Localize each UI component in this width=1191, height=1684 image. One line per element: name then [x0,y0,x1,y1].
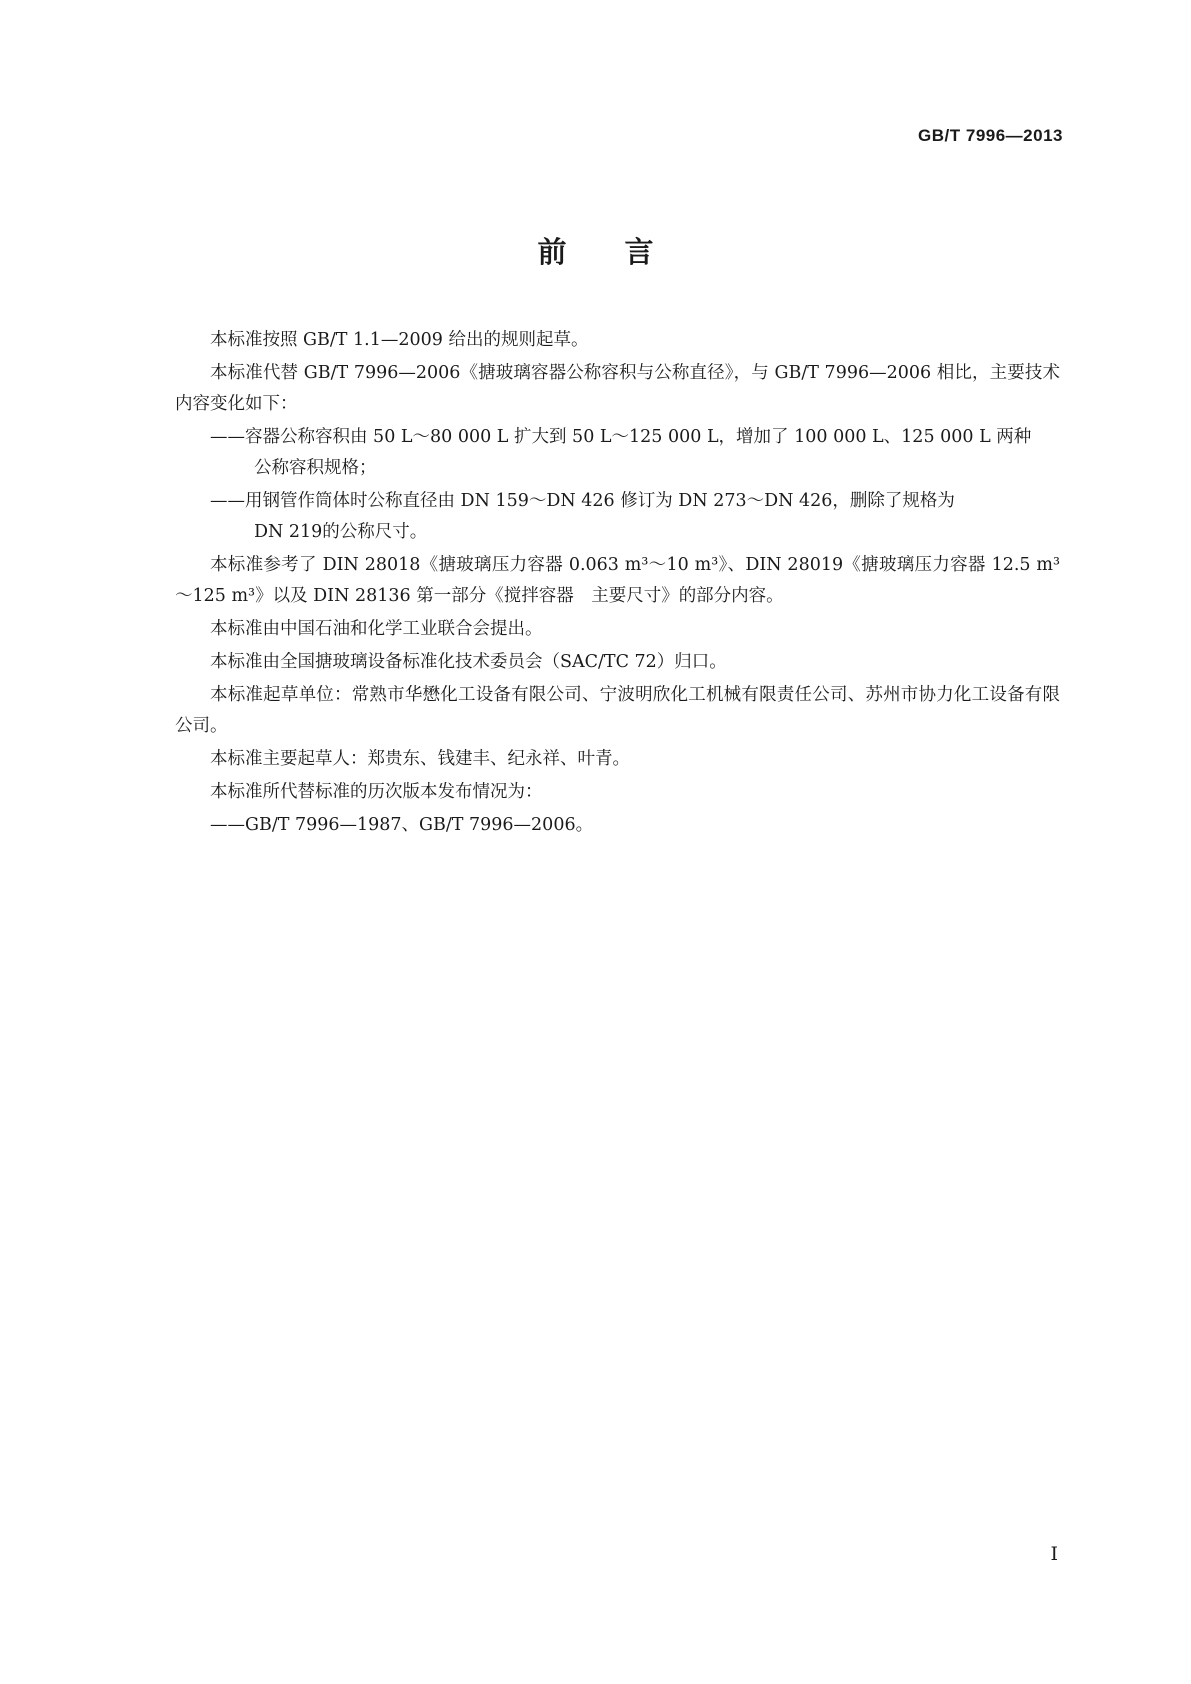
paragraph-replaces: 本标准代替 GB/T 7996—2006《搪玻璃容器公称容积与公称直径》，与 GB/T 7996—2006 相比，主要技术内容变化如下： [175,363,1060,414]
paragraph-drafting-rules: 本标准按照 GB/T 1.1—2009 给出的规则起草。 [210,330,589,350]
list-item-line: ——容器公称容积由 50 L～80 000 L 扩大到 50 L～125 000 L，增加了 100 000 L、125 000 L 两种 [210,427,1032,447]
paragraph-history-intro: 本标准所代替标准的历次版本发布情况为： [210,782,543,802]
standard-number: GB/T 7996—2013 [918,126,1063,145]
list-item-line: ——GB/T 7996—1987、GB/T 7996—2006。 [210,815,594,835]
list-item-line: ——用钢管作筒体时公称直径由 DN 159～DN 426 修订为 DN 273～DN 426，删除了规格为 [210,491,955,511]
list-item-capacity [175,422,1060,484]
page-number: I [1050,1543,1058,1565]
title-char-1: 前 [537,235,567,269]
list-item-history [175,810,1060,841]
paragraph-drafting-units: 本标准起草单位：常熟市华懋化工设备有限公司、宁波明欣化工机械有限责任公司、苏州市协力化工设备有限公司。 [175,685,1060,736]
list-item-continuation: 公称容积规格； [254,458,377,478]
list-item-diameter [175,486,1060,548]
page-title [0,230,1191,271]
list-item-continuation: DN 219的公称尺寸。 [254,522,428,542]
paragraph-committee: 本标准由全国搪玻璃设备标准化技术委员会（SAC/TC 72）归口。 [210,652,727,672]
paragraph-proposer: 本标准由中国石油和化学工业联合会提出。 [210,619,543,639]
paragraph-references: 本标准参考了 DIN 28018《搪玻璃压力容器 0.063 m³～10 m³》、DIN 28019《搪玻璃压力容器 12.5 m³～125 m³》以及 DIN 28136 第一部分《搅拌容器 主要尺寸》的部分内容。 [175,555,1060,606]
paragraph-drafters: 本标准主要起草人：郑贵东、钱建丰、纪永祥、叶青。 [210,749,630,769]
title-char-2: 言 [624,235,654,269]
preface-body [175,325,1060,843]
